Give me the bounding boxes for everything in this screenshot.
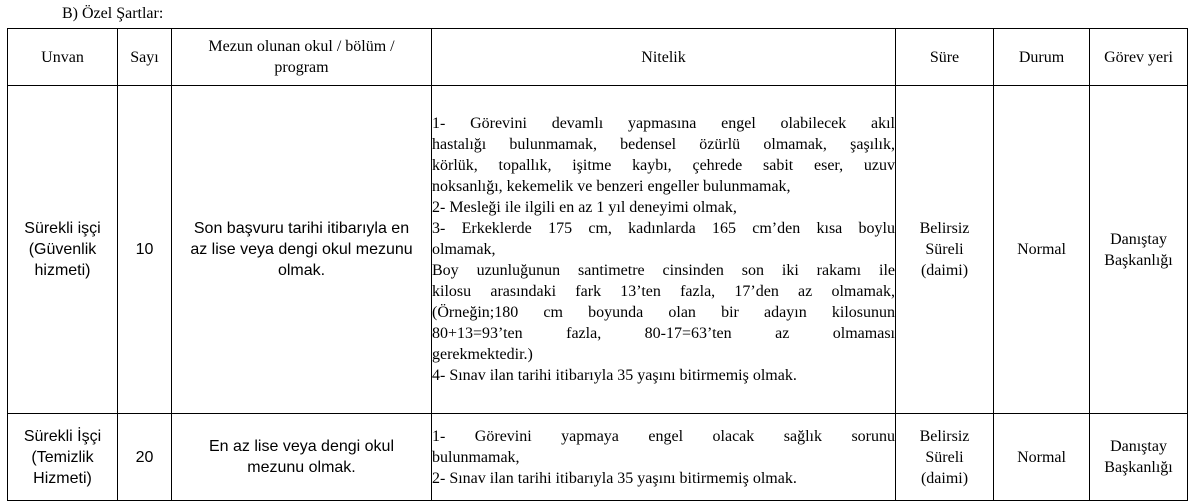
header-mezun — [172, 29, 432, 86]
cell-line: Başkanlığı — [1104, 459, 1173, 476]
header-mezun-line: Mezun olunan okul / bölüm / — [208, 38, 395, 55]
nitelik-line: bulunmamak, — [432, 448, 520, 466]
cell-sure — [896, 414, 994, 501]
cell-line: Hizmeti) — [33, 469, 92, 487]
nitelik-line: 3- Erkeklerde 175 cm, kadınlarda 165 cm’den kısa boylu — [432, 220, 895, 237]
cell-line: Belirsiz — [919, 427, 970, 445]
cell-unvan — [8, 86, 118, 414]
cell-sayi: 20 — [118, 414, 172, 501]
cell-line: (Temizlik — [31, 448, 94, 466]
cell-mezun — [172, 414, 432, 501]
special-conditions-table — [7, 28, 1188, 501]
cell-line: Süreli — [925, 448, 964, 466]
header-sayi: Sayı — [118, 29, 172, 86]
cell-mezun — [172, 86, 432, 414]
cell-line: Sürekli işçi — [24, 220, 101, 237]
header-mezun-line: program — [274, 59, 329, 76]
cell-gorev-yeri — [1090, 86, 1188, 414]
cell-line: Son başvuru tarihi itibarıyla en — [193, 220, 410, 237]
nitelik-line: gerekmektedir.) — [432, 346, 533, 363]
header-durum: Durum — [994, 29, 1090, 86]
cell-line: Danıştay — [1110, 438, 1167, 455]
cell-nitelik — [432, 414, 896, 501]
cell-sayi: 10 — [118, 86, 172, 414]
section-heading: B) Özel Şartlar: — [62, 5, 164, 22]
cell-line: hizmeti) — [34, 262, 91, 279]
cell-line: Belirsiz — [919, 220, 970, 237]
cell-line: Danıştay — [1110, 230, 1167, 248]
header-sure: Süre — [896, 29, 994, 86]
header-gorev-yeri: Görev yeri — [1090, 29, 1188, 86]
nitelik-line: körlük, topallık, işitme kaybı, çehrede sabit eser, uzuv — [432, 157, 895, 174]
cell-durum: Normal — [994, 86, 1090, 414]
nitelik-line: 1- Görevini yapmaya engel olacak sağlık sorunu — [432, 427, 895, 445]
nitelik-line: 1- Görevini devamlı yapmasına engel olabilecek akıl — [432, 115, 895, 132]
nitelik-line: 2- Mesleği ile ilgili en az 1 yıl deneyimi olmak, — [432, 199, 737, 216]
cell-line: mezunu olmak. — [247, 459, 356, 476]
cell-durum: Normal — [994, 414, 1090, 501]
cell-nitelik — [432, 86, 896, 414]
cell-sure — [896, 86, 994, 414]
cell-gorev-yeri — [1090, 414, 1188, 501]
cell-line: Süreli — [925, 241, 964, 258]
cell-line: Başkanlığı — [1104, 251, 1173, 269]
header-unvan: Unvan — [8, 29, 118, 86]
cell-line: Sürekli İşçi — [23, 427, 102, 445]
cell-line: En az lise veya dengi okul — [209, 438, 394, 455]
cell-line: olmak. — [277, 262, 326, 279]
table-row — [8, 86, 1188, 414]
cell-line: (daimi) — [920, 469, 969, 487]
nitelik-line: hastalığı bulunmamak, bedensel özürlü olmamak, şaşılık, — [432, 136, 895, 153]
header-nitelik: Nitelik — [432, 29, 896, 86]
cell-line: az lise veya dengi okul mezunu — [190, 241, 413, 258]
nitelik-line: (Örneğin;180 cm boyunda olan bir adayın kilosunun — [432, 304, 895, 321]
nitelik-line: Boy uzunluğunun santimetre cinsinden son iki rakamı ile — [432, 262, 895, 279]
nitelik-line: noksanlığı, kekemelik ve benzeri engeller bulunmamak, — [432, 178, 791, 195]
table-row — [8, 414, 1188, 501]
nitelik-line: 4- Sınav ilan tarihi itibarıyla 35 yaşını bitirmemiş olmak. — [432, 367, 797, 384]
cell-unvan — [8, 414, 118, 501]
nitelik-line: 80+13=93’ten fazla, 80-17=63’ten az olmaması — [432, 325, 895, 342]
nitelik-line: olmamak, — [432, 241, 496, 258]
nitelik-line: 2- Sınav ilan tarihi itibarıyla 35 yaşını bitirmemiş olmak. — [432, 469, 797, 487]
cell-line: (Güvenlik — [28, 241, 97, 258]
cell-line: (daimi) — [920, 262, 969, 279]
header-row — [8, 29, 1188, 86]
nitelik-line: kilosu arasındaki fark 13’ten fazla, 17’den az olmamak, — [432, 283, 895, 300]
